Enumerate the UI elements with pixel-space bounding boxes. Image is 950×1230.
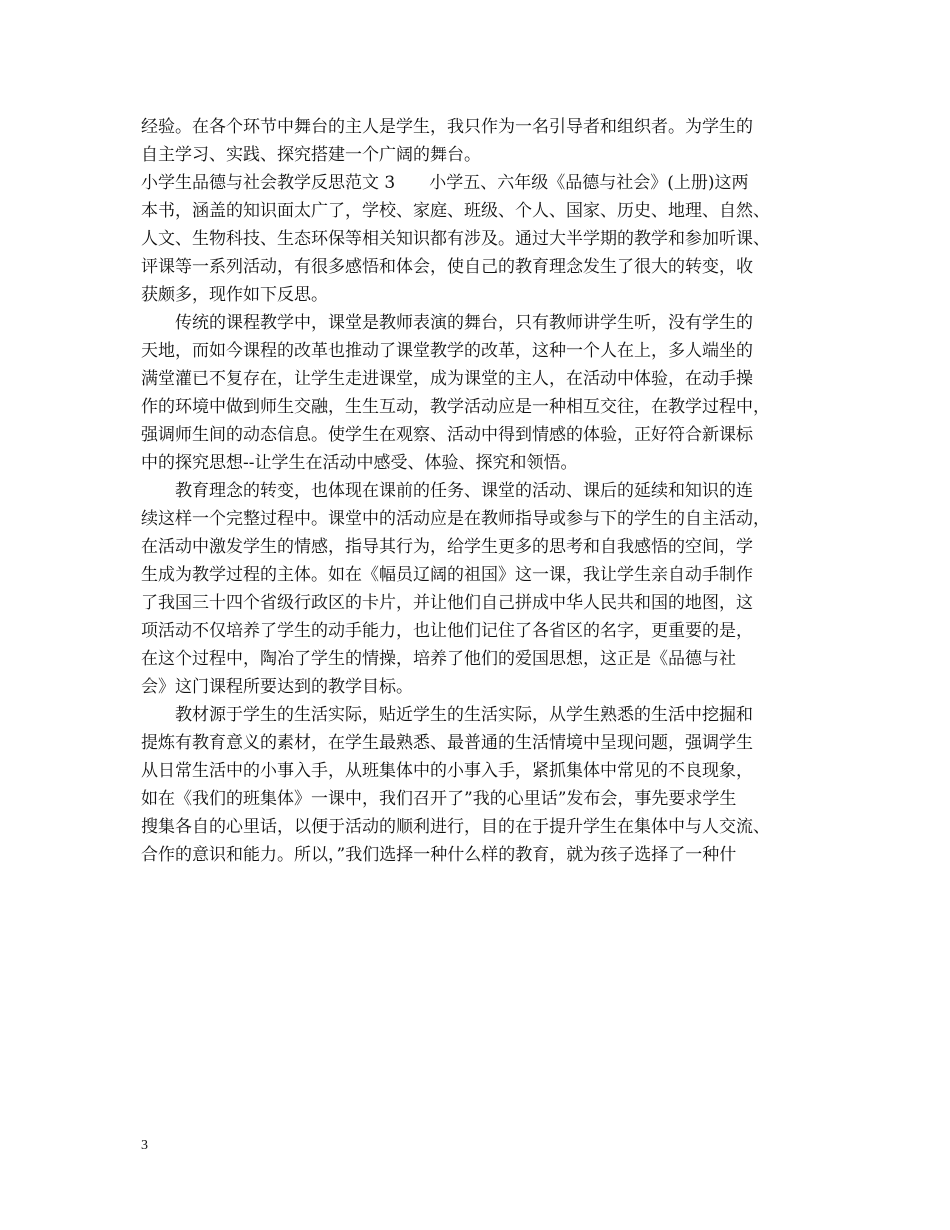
text-line: 在活动中激发学生的情感，指导其行为，给学生更多的思考和自我感悟的空间，学 xyxy=(141,537,753,557)
text-line: 获颇多，现作如下反思。 xyxy=(141,285,328,305)
text-line: 经验。在各个环节中舞台的主人是学生，我只作为一名引导者和组织者。为学生的 xyxy=(141,117,753,137)
text-line: 天地，而如今课程的改革也推动了课堂教学的改革，这种一个人在上，多人端坐的 xyxy=(141,341,753,361)
text-line: 教材源于学生的生活实际，贴近学生的生活实际，从学生熟悉的生活中挖掘和 xyxy=(141,705,753,725)
text-line: 了我国三十四个省级行政区的卡片，并让他们自己拼成中华人民共和国的地图，这 xyxy=(141,593,753,613)
text-line: 续这样一个完整过程中。课堂中的活动应是在教师指导或参与下的学生的自主活动， xyxy=(141,509,770,529)
text-line: 自主学习、实践、探究搭建一个广阔的舞台。 xyxy=(141,145,481,165)
text-line: 搜集各自的心里话，以便于活动的顺利进行，目的在于提升学生在集体中与人交流、 xyxy=(141,817,770,837)
page-number: 3 xyxy=(141,1138,148,1153)
text-line: 教育理念的转变，也体现在课前的任务、课堂的活动、课后的延续和知识的连 xyxy=(141,481,753,501)
text-line: 人文、生物科技、生态环保等相关知识都有涉及。通过大半学期的教学和参加听课、 xyxy=(141,229,770,249)
text-line: 提炼有教育意义的素材，在学生最熟悉、最普通的生活情境中呈现问题，强调学生 xyxy=(141,733,753,753)
text-line: 评课等一系列活动，有很多感悟和体会，使自己的教育理念发生了很大的转变，收 xyxy=(141,257,753,277)
text-line: 作的环境中做到师生交融，生生互动，教学活动应是一种相互交往，在教学过程中， xyxy=(141,397,770,417)
text-line: 会》这门课程所要达到的教学目标。 xyxy=(141,677,413,697)
text-line: 小学生品德与社会教学反思范文 3 小学五、六年级《品德与社会》(上册)这两 xyxy=(141,173,749,193)
text-line: 满堂灌已不复存在，让学生走进课堂，成为课堂的主人，在活动中体验，在动手操 xyxy=(141,369,753,389)
text-line: 在这个过程中，陶冶了学生的情操，培养了他们的爱国思想，这正是《品德与社 xyxy=(141,649,736,669)
body-text xyxy=(141,113,821,869)
text-line: 如在《我们的班集体》一课中，我们召开了”我的心里话”发布会，事先要求学生 xyxy=(141,789,737,809)
text-line: 中的探究思想--让学生在活动中感受、体验、探究和领悟。 xyxy=(141,453,578,473)
text-line: 生成为教学过程的主体。如在《幅员辽阔的祖国》这一课，我让学生亲自动手制作 xyxy=(141,565,753,585)
text-line: 传统的课程教学中，课堂是教师表演的舞台，只有教师讲学生听，没有学生的 xyxy=(141,313,753,333)
text-line: 强调师生间的动态信息。使学生在观察、活动中得到情感的体验，正好符合新课标 xyxy=(141,425,753,445)
text-line: 从日常生活中的小事入手，从班集体中的小事入手，紧抓集体中常见的不良现象， xyxy=(141,761,753,781)
text-line: 合作的意识和能力。所以，”我们选择一种什么样的教育，就为孩子选择了一种什 xyxy=(141,845,737,865)
text-line: 项活动不仅培养了学生的动手能力，也让他们记住了各省区的名字，更重要的是， xyxy=(141,621,753,641)
text-line: 本书，涵盖的知识面太广了，学校、家庭、班级、个人、国家、历史、地理、自然、 xyxy=(141,201,770,221)
